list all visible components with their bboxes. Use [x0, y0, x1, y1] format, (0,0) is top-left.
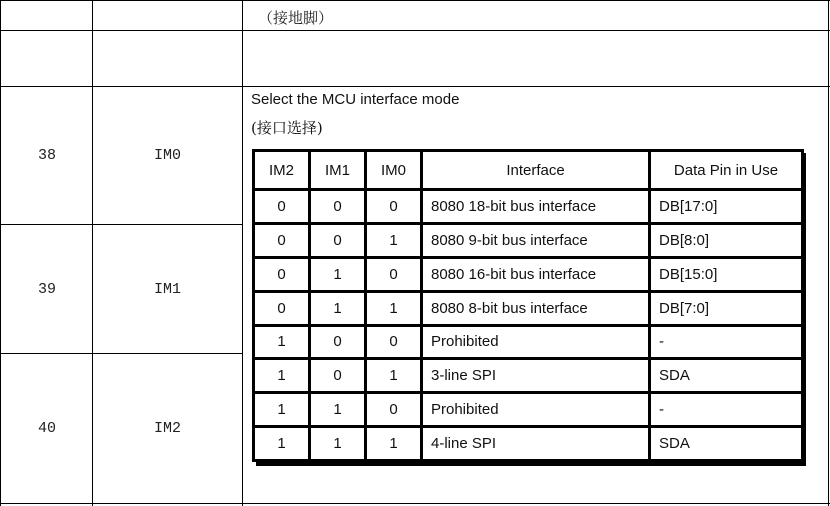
row-divider	[0, 353, 242, 354]
cell-interface: 8080 9-bit bus interface	[423, 225, 648, 256]
cell-interface: 8080 16-bit bus interface	[423, 259, 648, 290]
header-im0: IM0	[367, 152, 420, 188]
pin-name-im1: IM1	[154, 281, 182, 298]
cell-im1: 0	[311, 360, 364, 391]
cell-im2: 0	[255, 225, 308, 256]
cell-im0: 1	[367, 360, 420, 391]
header-im1: IM1	[311, 152, 364, 188]
header-interface: Interface	[423, 152, 648, 188]
cell-im0: 0	[367, 259, 420, 290]
cell-im0: 1	[367, 428, 420, 459]
cell-im0: 1	[367, 225, 420, 256]
cell-im1: 1	[311, 293, 364, 324]
cell-im2: 0	[255, 259, 308, 290]
cell-interface: 3-line SPI	[423, 360, 648, 391]
row-divider	[0, 86, 830, 87]
table-row	[255, 293, 801, 324]
cell-data-pin: SDA	[651, 360, 801, 391]
cell-interface: Prohibited	[423, 327, 648, 358]
table-row	[255, 428, 801, 459]
interface-mode-description: Select the MCU interface mode	[251, 91, 460, 108]
row-divider	[0, 503, 830, 504]
cell-data-pin: SDA	[651, 428, 801, 459]
cell-im1: 1	[311, 259, 364, 290]
column-divider	[828, 0, 829, 506]
cell-im2: 0	[255, 191, 308, 222]
cell-im2: 1	[255, 428, 308, 459]
table-row	[255, 259, 801, 290]
cell-interface: 4-line SPI	[423, 428, 648, 459]
ground-pin-note: （接地脚）	[258, 9, 334, 27]
mode-table-header	[255, 152, 801, 188]
row-divider	[0, 30, 830, 31]
cell-data-pin: DB[15:0]	[651, 259, 801, 290]
header-data-pin: Data Pin in Use	[651, 152, 801, 188]
cell-im1: 0	[311, 191, 364, 222]
pin-name-im2: IM2	[154, 420, 182, 437]
cell-im2: 1	[255, 327, 308, 358]
interface-mode-table	[252, 149, 804, 462]
cell-im1: 1	[311, 428, 364, 459]
cell-interface: 8080 8-bit bus interface	[423, 293, 648, 324]
cell-im1: 0	[311, 225, 364, 256]
interface-mode-description-cn: (接口选择)	[251, 119, 323, 137]
table-row	[255, 191, 801, 222]
header-im2: IM2	[255, 152, 308, 188]
cell-im0: 0	[367, 327, 420, 358]
cell-interface: 8080 18-bit bus interface	[423, 191, 648, 222]
cell-im2: 1	[255, 360, 308, 391]
cell-im0: 1	[367, 293, 420, 324]
cell-im0: 0	[367, 191, 420, 222]
cell-data-pin: DB[8:0]	[651, 225, 801, 256]
cell-im1: 0	[311, 327, 364, 358]
cell-interface: Prohibited	[423, 394, 648, 425]
table-row	[255, 327, 801, 358]
cell-im2: 0	[255, 293, 308, 324]
table-row	[255, 225, 801, 256]
pin-number-38: 38	[38, 147, 57, 164]
pin-number-40: 40	[38, 420, 57, 437]
pin-number-39: 39	[38, 281, 57, 298]
cell-data-pin: DB[17:0]	[651, 191, 801, 222]
column-divider	[0, 0, 1, 506]
cell-data-pin: -	[651, 327, 801, 358]
column-divider	[242, 0, 243, 506]
cell-im2: 1	[255, 394, 308, 425]
table-row	[255, 394, 801, 425]
cell-data-pin: -	[651, 394, 801, 425]
row-divider	[0, 224, 242, 225]
cell-im0: 0	[367, 394, 420, 425]
pin-name-im0: IM0	[154, 147, 182, 164]
row-divider	[0, 0, 830, 1]
cell-data-pin: DB[7:0]	[651, 293, 801, 324]
cell-im1: 1	[311, 394, 364, 425]
table-row	[255, 360, 801, 391]
column-divider	[92, 0, 93, 506]
